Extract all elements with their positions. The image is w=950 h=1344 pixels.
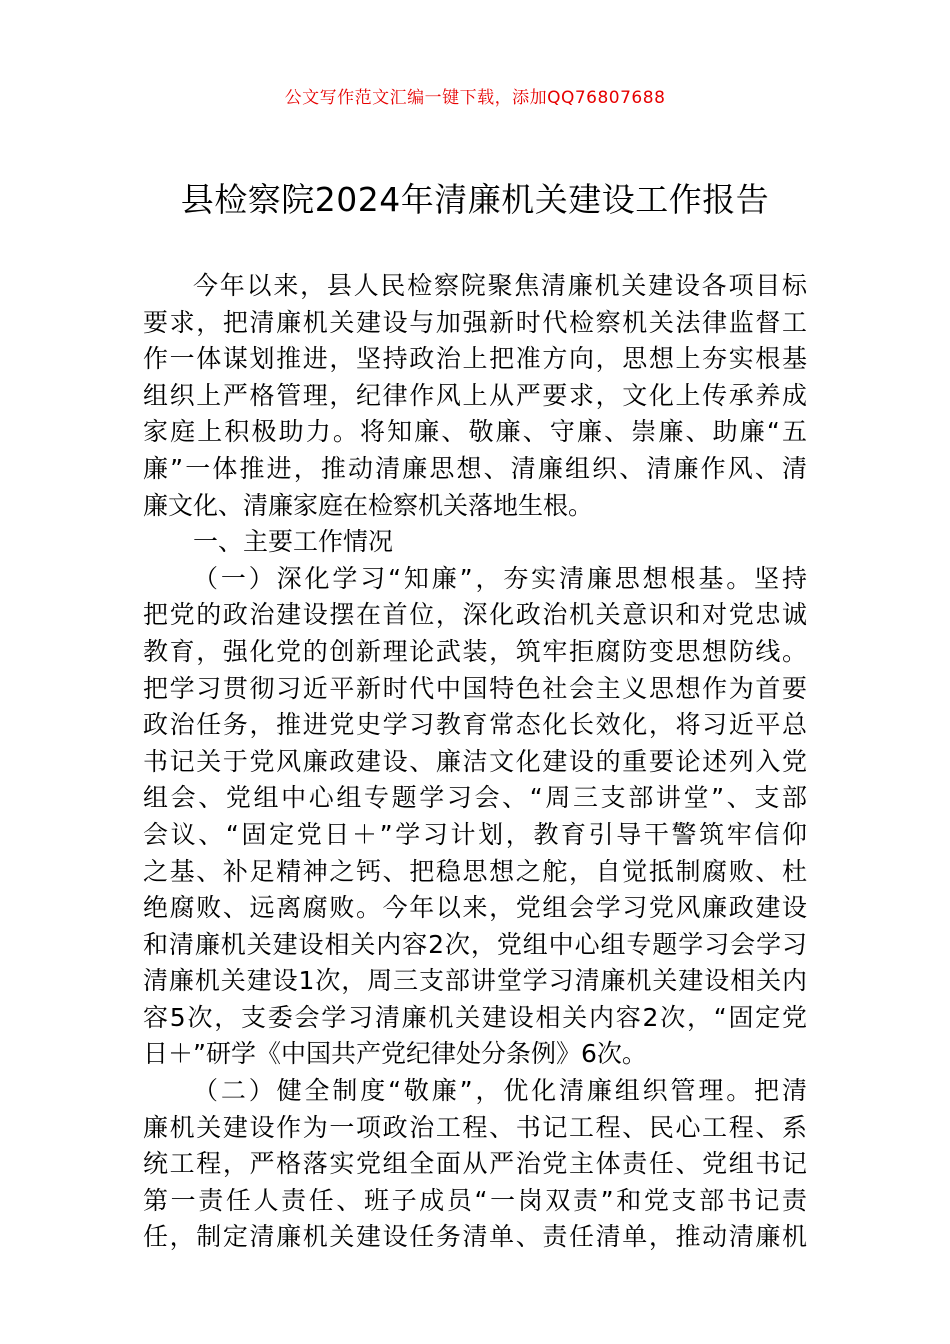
body-line: 把党的政治建设摆在首位，深化政治机关意识和对党忠诚 — [143, 600, 807, 630]
body-line: 今年以来，县人民检察院聚焦清廉机关建设各项目标 — [193, 271, 807, 300]
body-line: 廉文化、清廉家庭在检察机关落地生根。 — [143, 490, 594, 520]
body-line: 绝腐败、远离腐败。今年以来，党组会学习党风廉政建设 — [143, 893, 807, 923]
body-line: 廉机关建设作为一项政治工程、书记工程、民心工程、系 — [143, 1112, 807, 1142]
section-heading: 一、主要工作情况 — [193, 527, 394, 557]
body-line: 教育，强化党的创新理论武装，筑牢拒腐防变思想防线。 — [143, 636, 807, 666]
body-line: 组织上严格管理，纪律作风上从严要求，文化上传承养成 — [143, 380, 807, 410]
body-line: 把学习贯彻习近平新时代中国特色社会主义思想作为首要 — [143, 673, 807, 703]
body-line: （二）健全制度“敬廉”，优化清廉组织管理。把清 — [193, 1076, 807, 1106]
body-line: 书记关于党风廉政建设、廉洁文化建设的重要论述列入党 — [143, 746, 807, 776]
document-body — [143, 268, 807, 1256]
document-title: 县检察院2024年清廉机关建设工作报告 — [180, 180, 770, 219]
body-line: 容5次，支委会学习清廉机关建设相关内容2次，“固定党 — [143, 1002, 807, 1032]
body-line: 日＋”研学《中国共产党纪律处分条例》6次。 — [143, 1039, 647, 1069]
body-line: （一）深化学习“知廉”，夯实清廉思想根基。坚持 — [193, 563, 807, 593]
body-line: 任，制定清廉机关建设任务清单、责任清单，推动清廉机 — [143, 1222, 807, 1252]
body-line: 第一责任人责任、班子成员“一岗双责”和党支部书记责 — [143, 1185, 807, 1215]
body-line: 作一体谋划推进，坚持政治上把准方向，思想上夯实根基 — [143, 344, 807, 374]
body-line: 要求，把清廉机关建设与加强新时代检察机关法律监督工 — [143, 307, 807, 337]
body-line: 组会、党组中心组专题学习会、“周三支部讲堂”、支部 — [143, 783, 807, 813]
body-line: 家庭上积极助力。将知廉、敬廉、守廉、崇廉、助廉“五 — [143, 417, 807, 447]
body-line: 会议、“固定党日＋”学习计划，教育引导干警筑牢信仰 — [143, 819, 807, 849]
body-line: 廉”一体推进，推动清廉思想、清廉组织、清廉作风、清 — [143, 453, 807, 483]
body-line: 政治任务，推进党史学习教育常态化长效化，将习近平总 — [143, 710, 807, 740]
body-line: 清廉机关建设1次，周三支部讲堂学习清廉机关建设相关内 — [143, 966, 807, 996]
body-line: 和清廉机关建设相关内容2次，党组中心组专题学习会学习 — [143, 929, 807, 959]
body-line: 统工程，严格落实党组全面从严治党主体责任、党组书记 — [143, 1149, 807, 1179]
body-line: 之基、补足精神之钙、把稳思想之舵，自觉抵制腐败、杜 — [143, 856, 807, 886]
download-banner: 公文写作范文汇编一键下载，添加QQ76807688 — [284, 88, 666, 108]
